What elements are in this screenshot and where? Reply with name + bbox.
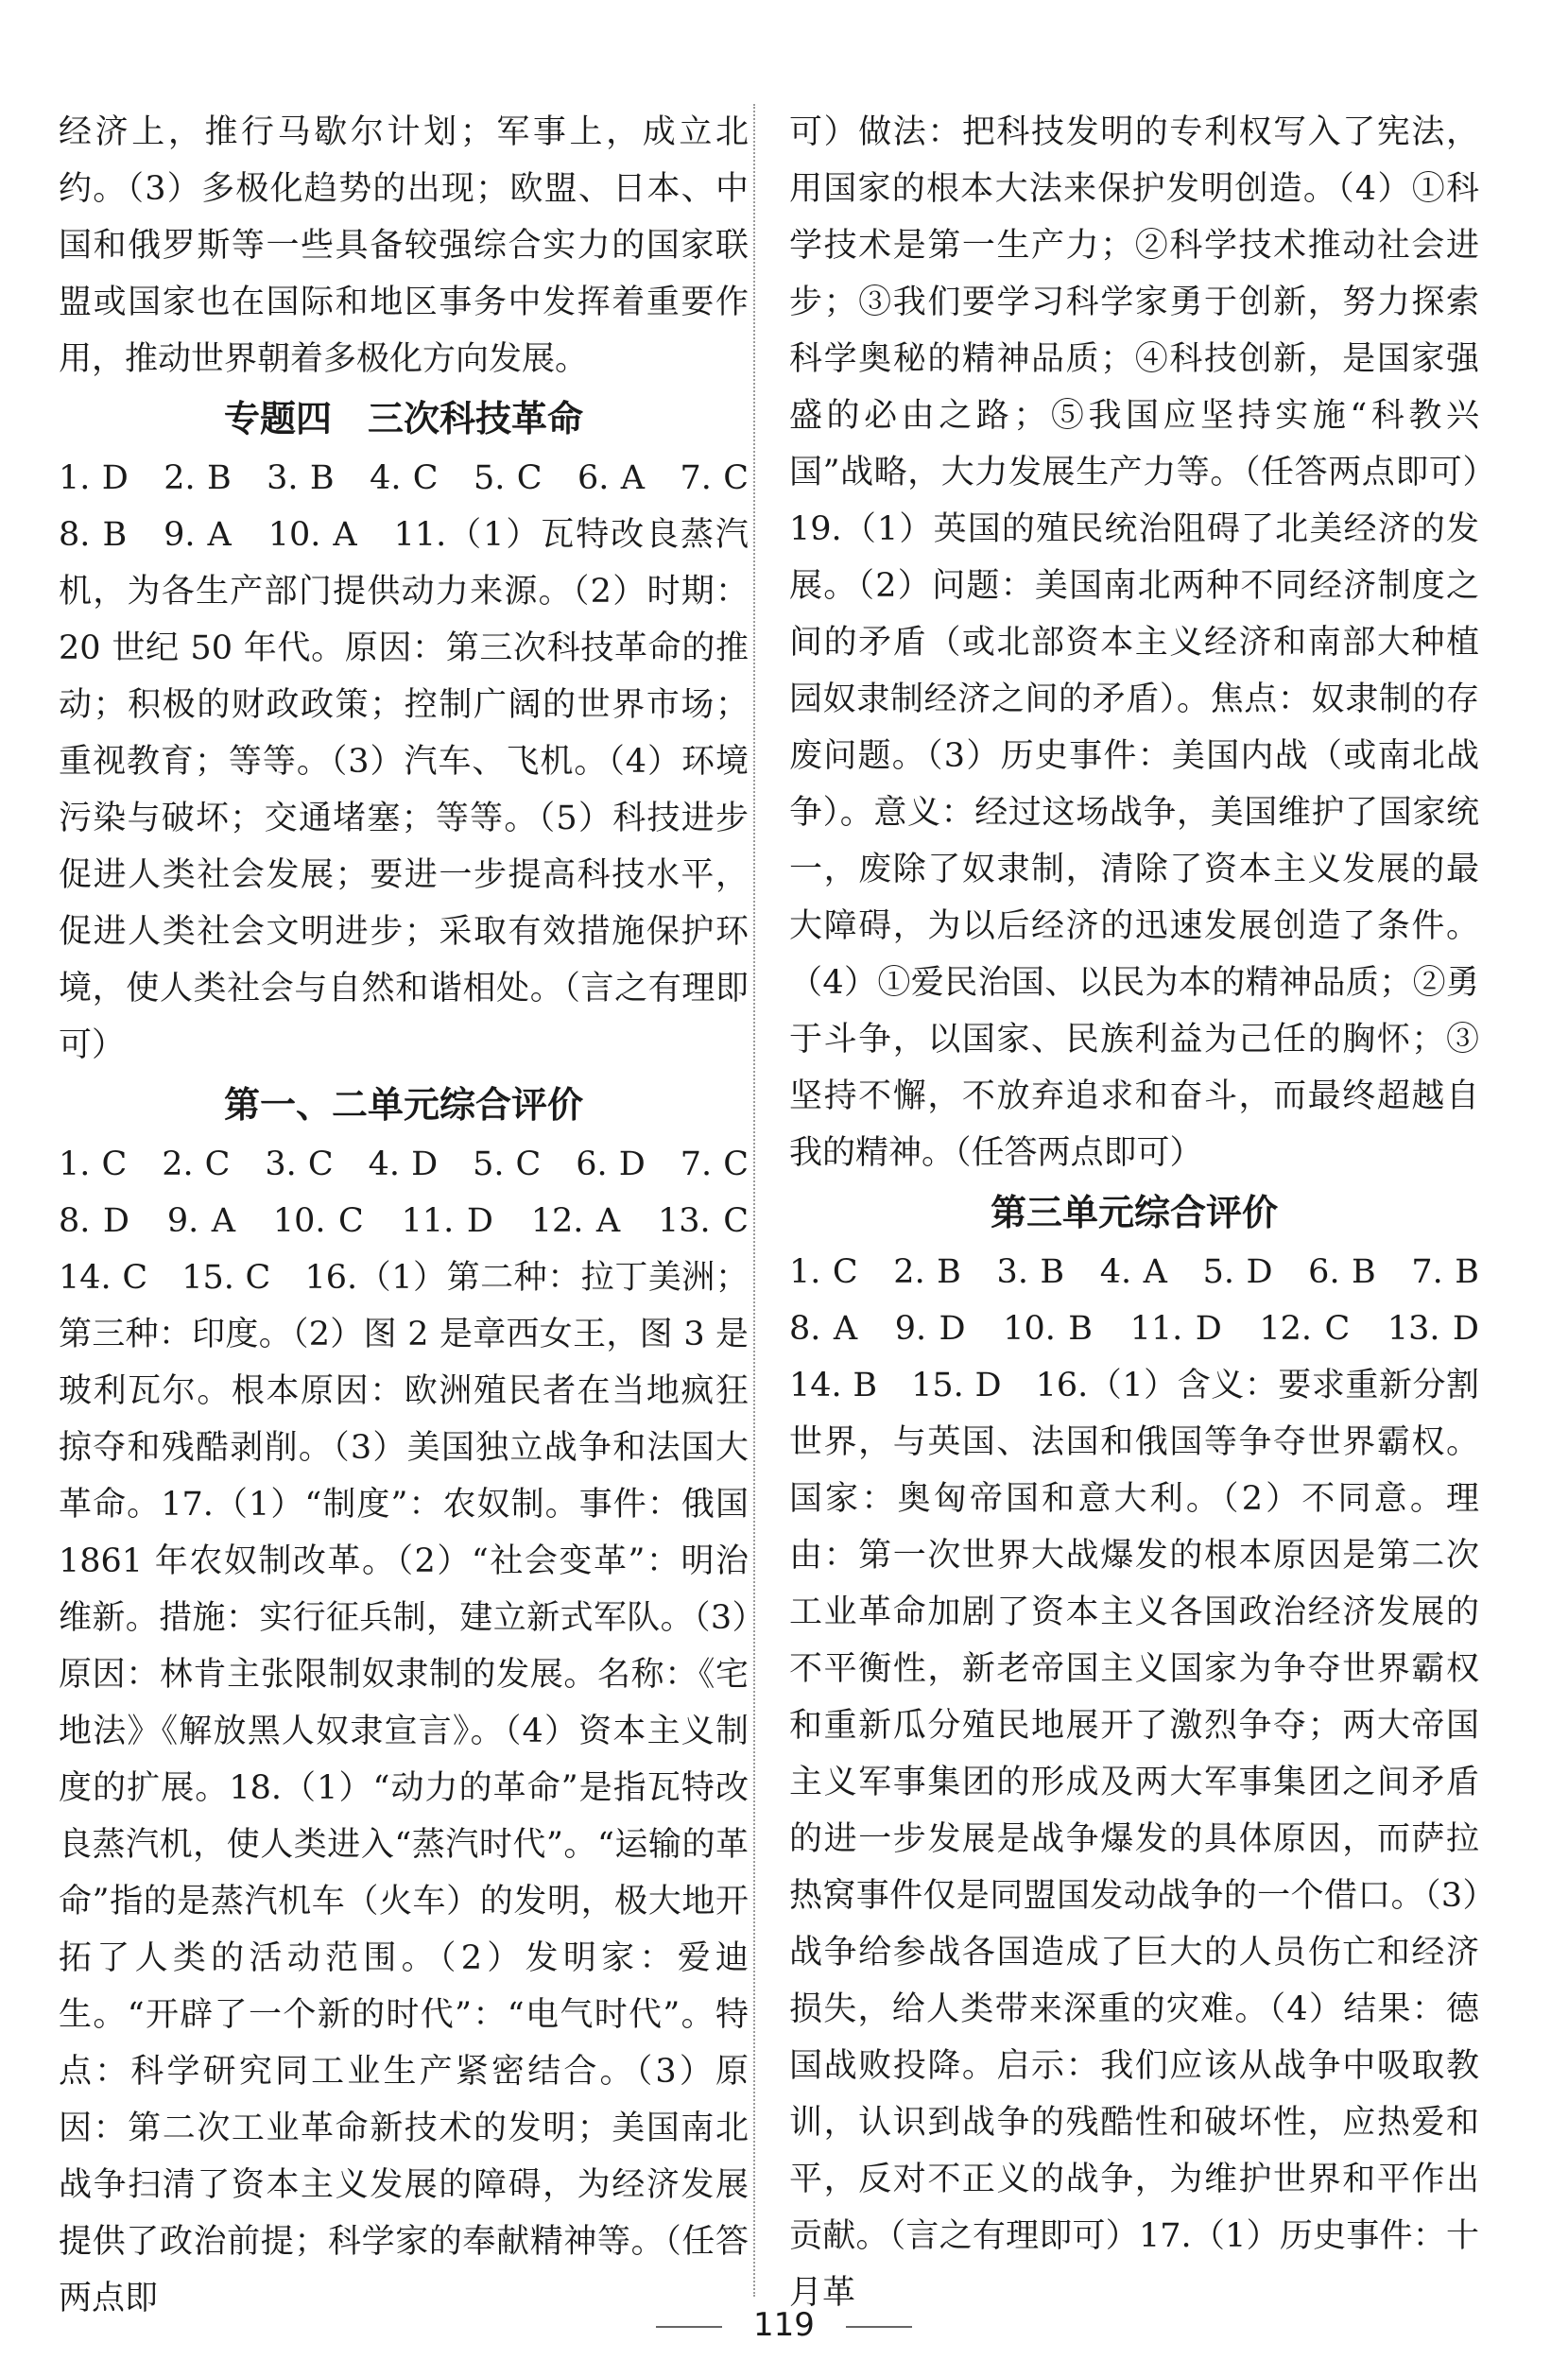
footer-dash-right bbox=[846, 2326, 912, 2328]
column-divider bbox=[753, 104, 755, 2297]
left-paragraph-1: 经济上，推行马歇尔计划；军事上，成立北约。（3）多极化趋势的出现；欧盟、日本、中国和俄罗斯等一些具备较强综合实力的国家联盟或国家也在国际和地区事务中发挥着重要作用，推动世界朝着多极化方向发展。 bbox=[59, 113, 749, 378]
left-column bbox=[59, 104, 783, 2327]
left-paragraph-2: 1. D 2. B 3. B 4. C 5. C 6. A 7. C 8. B 9. A 10. A 11.（1）瓦特改良蒸汽机，为各生产部门提供动力来源。（2）时期：20 世纪 50 年代。原因：第三次科技革命的推动；积极的财政政策；控制广阔的世界市场；重视教育；等等。（3）汽车、飞机。（4）环境污染与破坏；交通堵塞；等等。（5）科技进步促进人类社会发展；要进一步提高科技水平，促进人类社会文明进步；采取有效措施保护环境，使人类社会与自然和谐相处。（言之有理即可） bbox=[59, 459, 783, 1064]
section-heading-tech-revolutions: 专题四 三次科技革命 bbox=[223, 398, 583, 439]
section-heading-units-1-2: 第一、二单元综合评价 bbox=[223, 1084, 583, 1126]
right-paragraph-1: 可）做法：把科技发明的专利权写入了宪法，用国家的根本大法来保护发明创造。（4）①科学技术是第一生产力；②科学技术推动社会进步；③我们要学习科学家勇于创新，努力探索科学奥秘的精神品质；④科技创新，是国家强盛的必由之路；⑤我国应坚持实施“科教兴国”战略，大力发展生产力等。（任答两点即可）19.（1）英国的殖民统治阻碍了北美经济的发展。（2）问题：美国南北两种不同经济制度之间的矛盾（或北部资本主义经济和南部大种植园奴隶制经济之间的矛盾）。焦点：奴隶制的存废问题。（3）历史事件：美国内战（或南北战争）。意义：经过这场战争，美国维护了国家统一，废除了奴隶制，清除了资本主义发展的最大障碍，为以后经济的迅速发展创造了条件。（4）①爱民治国、以民为本的精神品质；②勇于斗争，以国家、民族利益为己任的胸怀；③坚持不懈，不放弃追求和奋斗，而最终超越自我的精神。（任答两点即可） bbox=[789, 113, 1479, 1172]
page-number: 119 bbox=[753, 2306, 815, 2344]
right-paragraph-2: 1. C 2. B 3. B 4. A 5. D 6. B 7. B 8. A 9. D 10. B 11. D 12. C 13. D 14. B 15. D 16.（1）含义：要求重新分割世界，与英国、法国和俄国等争夺世界霸权。国家：奥匈帝国和意大利。（2）不同意。理由：第一次世界大战爆发的根本原因是第二次工业革命加剧了资本主义各国政治经济发展的不平衡性，新老帝国主义国家为争夺世界霸权和重新瓜分殖民地展开了激烈争夺；两大帝国主义军事集团的形成及两大军事集团之间矛盾的进一步发展是战争爆发的具体原因，而萨拉热窝事件仅是同盟国发动战争的一个借口。（3）战争给参战各国造成了巨大的人员伤亡和经济损失，给人类带来深重的灾难。（4）结果：德国战败投降。启示：我们应该从战争中吸取教训，认识到战争的残酷性和破坏性，应热爱和平，反对不正义的战争，为维护世界和平作出贡献。（言之有理即可）17.（1）历史事件：十月革 bbox=[789, 1253, 1513, 2312]
footer-dash-left bbox=[656, 2326, 722, 2328]
section-heading-unit-3: 第三单元综合评价 bbox=[990, 1192, 1278, 1233]
right-column bbox=[789, 104, 1513, 2321]
page-footer bbox=[0, 2306, 1568, 2344]
left-paragraph-3: 1. C 2. C 3. C 4. D 5. C 6. D 7. C 8. D 9. A 10. C 11. D 12. A 13. C 14. C 15. C 16.（1）第二种：拉丁美洲；第三种：印度。（2）图 2 是章西女王，图 3 是玻利瓦尔。根本原因：欧洲殖民者在当地疯狂掠夺和残酷剥削。（3）美国独立战争和法国大革命。17.（1）“制度”：农奴制。事件：俄国 1861 年农奴制改革。（2）“社会变革”：明治维新。措施：实行征兵制，建立新式军队。（3）原因：林肯主张限制奴隶制的发展。名称：《宅地法》《解放黑人奴隶宣言》。（4）资本主义制度的扩展。18.（1）“动力的革命”是指瓦特改良蒸汽机，使人类进入“蒸汽时代”。“运输的革命”指的是蒸汽机车（火车）的发明，极大地开拓了人类的活动范围。（2）发明家：爱迪生。“开辟了一个新的时代”：“电气时代”。特点：科学研究同工业生产紧密结合。（3）原因：第二次工业革命新技术的发明；美国南北战争扫清了资本主义发展的障碍，为经济发展提供了政治前提；科学家的奉献精神等。（任答两点即 bbox=[59, 1145, 783, 2317]
